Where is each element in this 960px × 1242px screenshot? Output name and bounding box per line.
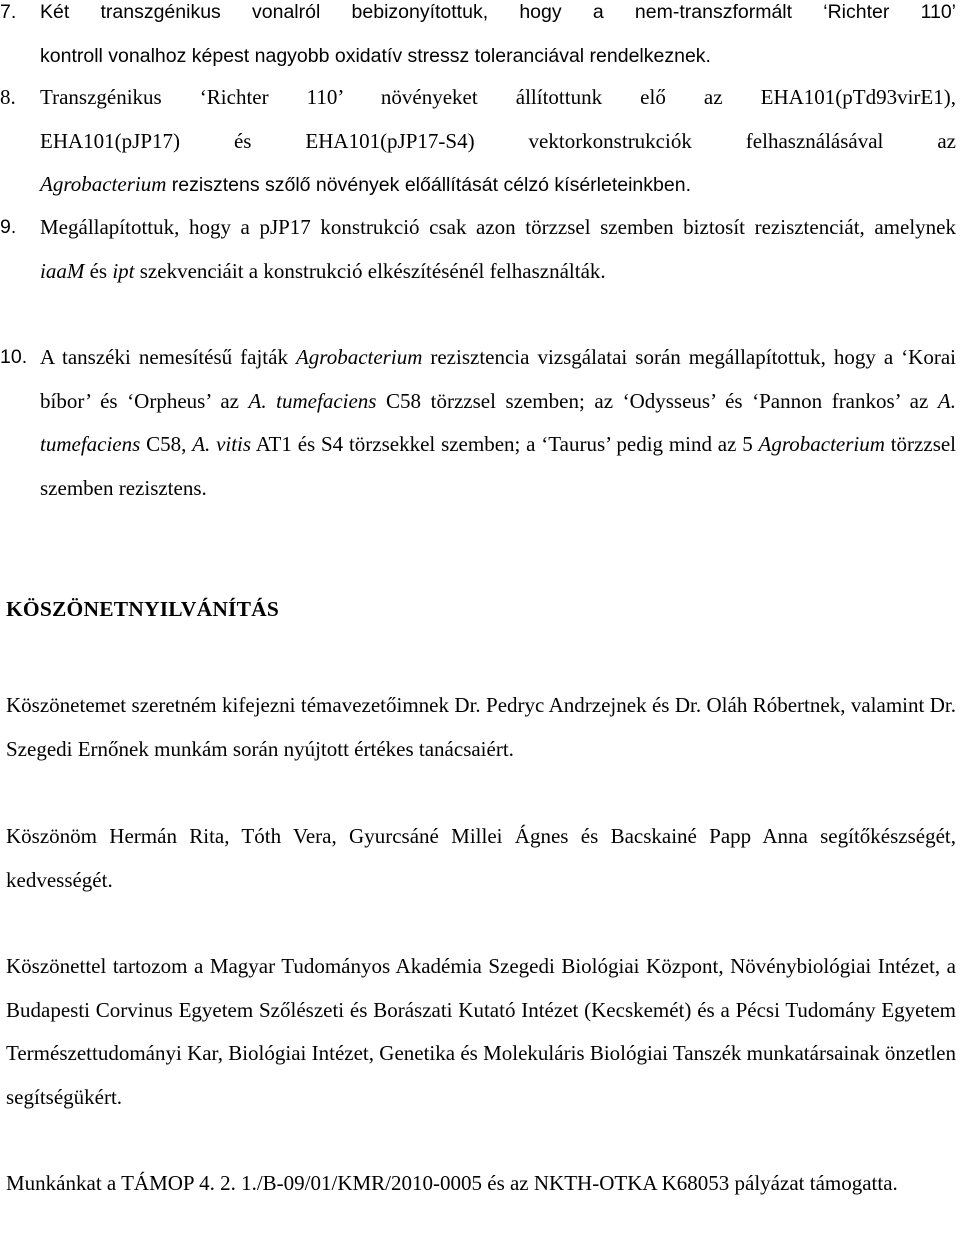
italic-term: ipt	[112, 258, 135, 283]
italic-term: Agrobacterium	[40, 172, 167, 196]
italic-term: A. tumefaciens	[248, 388, 377, 413]
list-number: 8.	[0, 85, 16, 109]
item-line: kontroll vonalhoz képest nagyobb oxidatív stressz toleranciával rendelkeznek.	[40, 44, 711, 67]
item-text: rezisztencia vizsgálatai során megállapítottuk, hogy a ‘Korai bíbor’ és ‘Orpheus’ az	[40, 345, 956, 413]
list-number: 9.	[0, 216, 17, 238]
item-text: A tanszéki nemesítésű fajták	[40, 345, 296, 369]
italic-term: Agrobacterium	[295, 345, 423, 369]
item-text: és	[84, 258, 113, 283]
list-item-10	[0, 336, 957, 510]
item-text: törzzsel szemben rezisztens.	[40, 432, 957, 500]
section-heading: KÖSZÖNETNYILVÁNÍTÁS	[6, 597, 280, 621]
italic-term: Agrobacterium	[758, 432, 885, 456]
item-line: Két transzgénikus vonalról bebizonyítottuk, hogy a nem-transzformált ‘Richter 110’	[40, 1, 956, 23]
italic-term: iaaM	[40, 258, 85, 283]
item-text: szekvenciáit a konstrukció elkészítésénél felhasználták.	[134, 258, 606, 283]
item-text: rezisztens szőlő növények előállítását célzó kísérleteinkben.	[166, 174, 691, 196]
item-text: C58 törzzsel szemben; az ‘Odysseus’ és ‘Pannon frankos’ az	[376, 388, 938, 413]
item-line: Transzgénikus ‘Richter 110’ növényeket állítottunk elő az EHA101(pTd93virE1),	[40, 85, 956, 109]
item-line: EHA101(pJP17) és EHA101(pJP17-S4) vektorkonstrukciók felhasználásával az	[40, 128, 956, 153]
list-item-7	[0, 0, 956, 78]
acknowledgement-paragraph-3: Köszönettel tartozom a Magyar Tudományos Akadémia Szegedi Biológiai Központ, Növénybiológiai Intézet, a Budapesti Corvinus Egyetem Szőlészeti és Borászati Kutató Intézet (Kecskemét) és a Pécsi Tudomány Egyetem Természettudományi Kar, Biológiai Intézet, Genetika és Molekuláris Biológiai Tanszék munkatársainak önzetlen segítségükért.	[6, 954, 956, 1109]
item-text: AT1 és S4 törzsekkel szemben; a ‘Taurus’ pedig mind az 5	[251, 432, 759, 456]
item-text: Megállapítottuk, hogy a pJP17 konstrukció csak azon törzzsel szemben biztosít rezisztenciát, amelynek	[40, 215, 956, 239]
item-line	[40, 163, 956, 208]
list-number: 10.	[0, 346, 28, 368]
italic-term: A. vitis	[192, 432, 252, 456]
list-item-8	[0, 76, 956, 208]
acknowledgement-paragraph-4: Munkánkat a TÁMOP 4. 2. 1./B-09/01/KMR/2010-0005 és az NKTH-OTKA K68053 pályázat támogatta.	[6, 1171, 898, 1195]
list-number: 7.	[0, 1, 17, 23]
item-text: C58,	[140, 432, 193, 456]
italic-term: A. tumefaciens	[40, 388, 956, 456]
list-item-9	[0, 206, 956, 293]
acknowledgement-paragraph-1: Köszönetemet szeretném kifejezni témavezetőimnek Dr. Pedryc Andrzejnek és Dr. Oláh Róbertnek, valamint Dr. Szegedi Ernőnek munkám során nyújtott értékes tanácsaiért.	[6, 693, 956, 761]
acknowledgement-paragraph-2: Köszönöm Hermán Rita, Tóth Vera, Gyurcsáné Millei Ágnes és Bacskainé Papp Anna segítőkészségét, kedvességét.	[6, 824, 956, 892]
